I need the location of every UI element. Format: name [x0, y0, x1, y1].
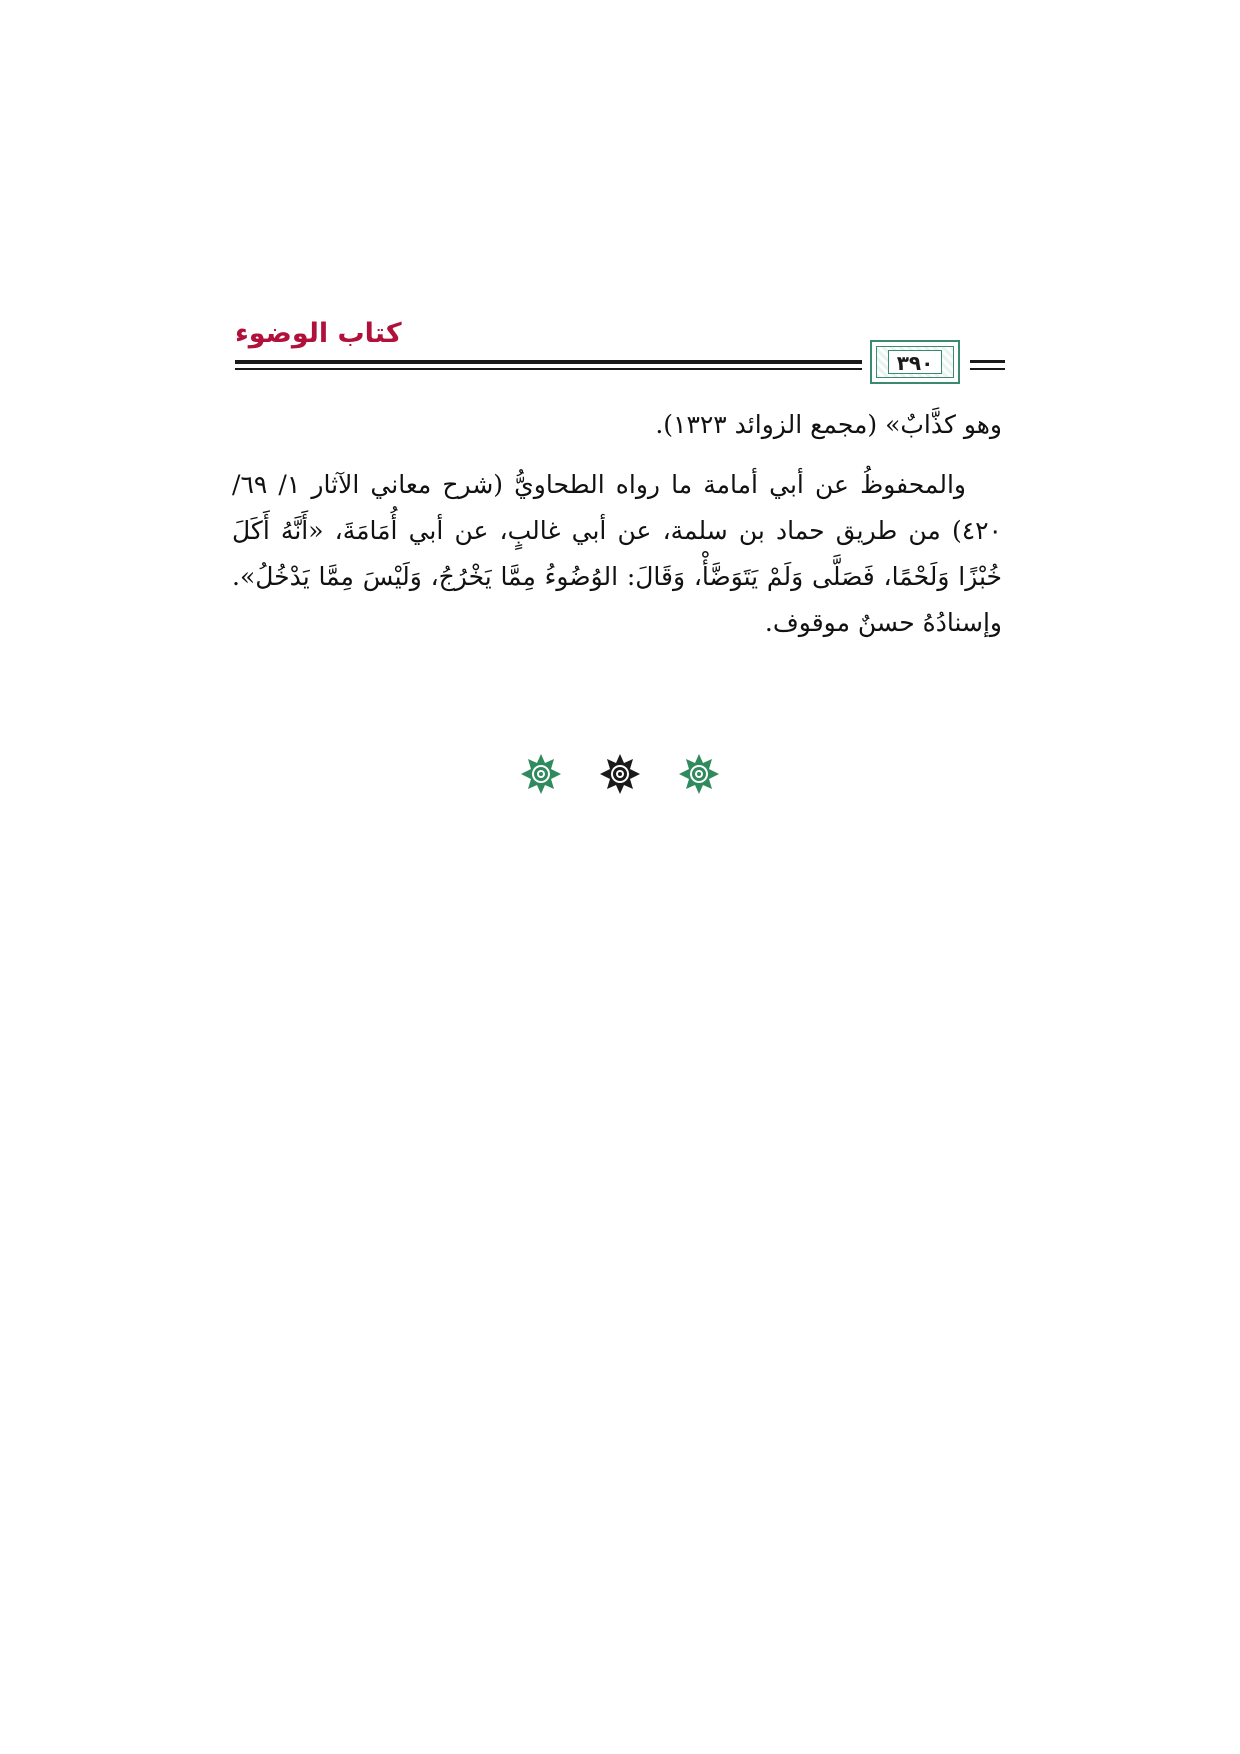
flower-ornament-icon	[678, 753, 720, 795]
header-rule-thin	[235, 368, 862, 370]
flower-ornament-icon	[599, 753, 641, 795]
flower-ornament-icon	[520, 753, 562, 795]
header-rule-right-thin	[970, 368, 1005, 370]
page-number-frame	[870, 340, 960, 384]
page-header	[235, 318, 1005, 388]
book-title: كتاب الوضوء	[235, 318, 402, 349]
paragraph-2: والمحفوظُ عن أبي أمامة ما رواه الطحاويُّ (شرح معاني الآثار ١/ ٦٩/ ٤٢٠) من طريق حماد بن سلمة، عن أبي غالبٍ، عن أبي أُمَامَةَ، «أَنَّهُ أَكَلَ خُبْزًا وَلَحْمًا، فَصَلَّى وَلَمْ يَتَوَضَّأْ، وَقَالَ: الوُضُوءُ مِمَّا يَخْرُجُ، وَلَيْسَ مِمَّا يَدْخُلُ». وإسنادُهُ حسنٌ موقوف.	[232, 470, 1002, 637]
body-text	[232, 402, 1002, 660]
paragraph-1: وهو كذَّابٌ» (مجمع الزوائد ١٣٢٣).	[655, 410, 1002, 439]
page-number: ٣٩٠	[888, 350, 942, 374]
header-rule-right-thick	[970, 360, 1005, 363]
section-end-ornaments	[520, 752, 720, 796]
header-rule-thick	[235, 360, 862, 364]
